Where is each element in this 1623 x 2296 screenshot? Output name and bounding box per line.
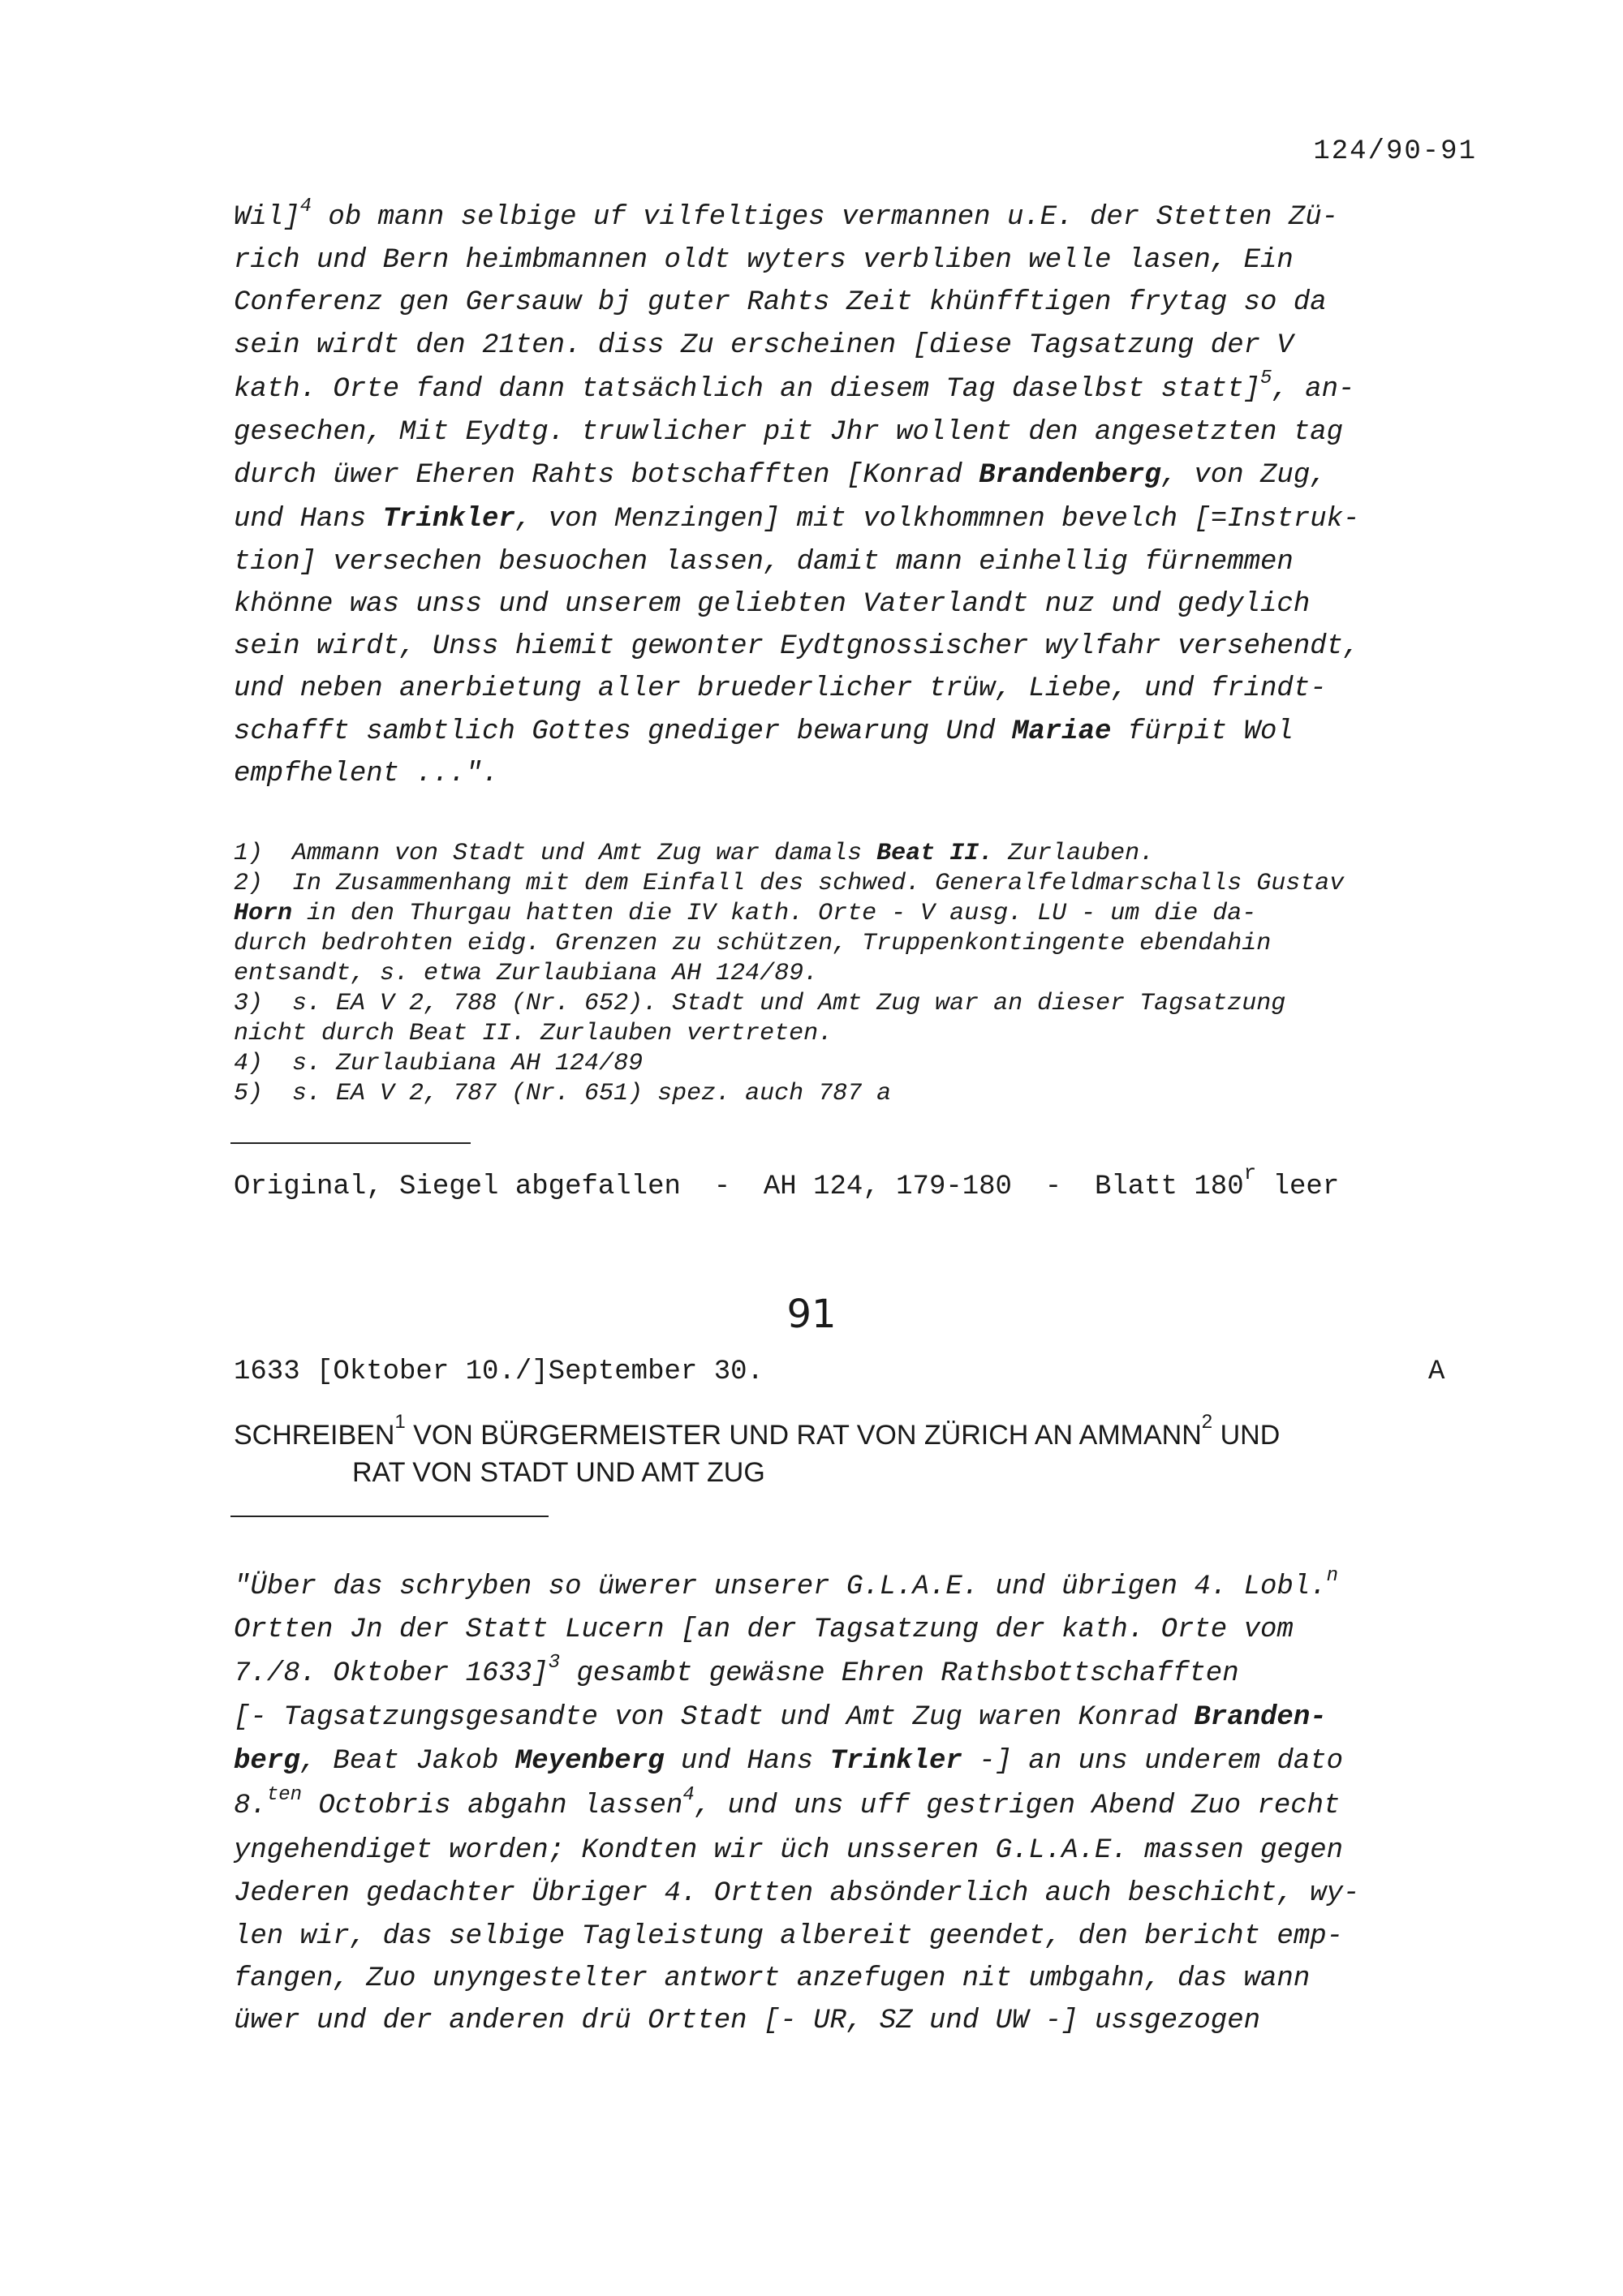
person-name: Trinkler	[829, 1746, 962, 1777]
text-run: , Beat Jakob	[299, 1746, 515, 1777]
footnote-number: 1)	[234, 840, 264, 867]
divider	[230, 1142, 471, 1144]
text-run: und Hans	[234, 504, 383, 535]
text-run: 8.	[234, 1791, 267, 1821]
text-run: ob mann selbige uf vilfeltiges vermannen u.E. der Stetten Zü-	[312, 202, 1339, 233]
footnote-number: 5)	[234, 1080, 264, 1107]
person-name: berg	[234, 1746, 300, 1777]
footnote-2-line: entsandt, s. etwa Zurlaubiana AH 124/89.	[234, 960, 819, 987]
text-line	[234, 1651, 1239, 1690]
text-line: fangen, Zuo unyngestelter antwort anzefugen nit umbgahn, das wann	[234, 1963, 1311, 1994]
text-run: Octobris abgahn lassen	[302, 1791, 683, 1821]
text-run: Original, Siegel abgefallen - AH 124, 179-180 - Blatt 180	[234, 1172, 1244, 1202]
footnote-2-line	[234, 899, 1256, 928]
text-line: rich und Bern heimbmannen oldt wyters verbliben welle lasen, Ein	[234, 245, 1294, 276]
person-name: Meyenberg	[514, 1746, 665, 1777]
text-run: durch üwer Eheren Rahts botschafften [Konrad	[234, 460, 979, 491]
text-line: empfhelent ...".	[234, 759, 499, 789]
footnote-ref: 4	[299, 195, 312, 217]
footnote-number: 4)	[234, 1050, 264, 1077]
text-line	[234, 1745, 1343, 1778]
document-class: A	[1428, 1357, 1445, 1387]
superscript: ten	[266, 1783, 303, 1806]
text-line	[234, 1564, 1339, 1603]
document-number: 91	[786, 1292, 837, 1337]
text-run: [- Tagsatzungsgesandte von Stadt und Amt Zug waren Konrad	[234, 1702, 1195, 1733]
text-run: , und uns uff gestrigen Abend Zuo recht	[694, 1791, 1341, 1821]
text-line	[234, 459, 1327, 492]
text-run: Ammann von Stadt und Amt Zug war damals	[292, 840, 877, 867]
text-line	[234, 716, 1294, 748]
footnote-ref: 4	[682, 1783, 695, 1806]
text-run: VON BÜRGERMEISTER UND RAT VON ZÜRICH AN AMMANN	[405, 1420, 1202, 1451]
footnote-3	[234, 989, 1285, 1018]
divider	[230, 1516, 549, 1517]
footnote-ref: 1	[394, 1410, 406, 1433]
text-line: tion] versechen besuochen lassen, damit mann einhellig fürnemmen	[234, 547, 1294, 578]
text-run: Zurlauben.	[993, 840, 1155, 867]
text-line	[234, 367, 1355, 406]
text-run: UND	[1212, 1420, 1281, 1451]
page-number: 124/90-91	[1313, 136, 1477, 167]
document-title	[234, 1410, 1500, 1491]
text-line: üwer und der anderen drü Ortten [- UR, SZ und UW -] ussgezogen	[234, 2006, 1261, 2036]
footnote-4	[234, 1049, 643, 1078]
text-line	[234, 195, 1339, 234]
title-line: RAT VON STADT UND AMT ZUG	[352, 1457, 765, 1488]
text-run: 7./8. Oktober 1633]	[234, 1658, 549, 1689]
text-run: gesambt gewäsne Ehren Rathsbottschafften	[560, 1658, 1239, 1689]
text-run: s. EA V 2, 788 (Nr. 652). Stadt und Amt Zug war an dieser Tagsatzung	[292, 990, 1286, 1017]
text-line: und neben anerbietung aller bruederlicher trüw, Liebe, und frindt-	[234, 673, 1327, 704]
text-run: in den Thurgau hatten die IV kath. Orte - V ausg. LU - um die da-	[292, 900, 1257, 927]
text-line: Jederen gedachter Übriger 4. Ortten absönderlich auch beschicht, wy-	[234, 1878, 1360, 1909]
text-run: fürpit Wol	[1111, 716, 1294, 747]
source-note	[234, 1160, 1340, 1202]
footnote-ref: 5	[1260, 367, 1272, 389]
person-name: Mariae	[1011, 716, 1112, 747]
text-run: schafft sambtlich Gottes gnediger bewarung Und	[234, 716, 1012, 747]
footnote-3-line: nicht durch Beat II. Zurlauben vertreten.	[234, 1020, 833, 1047]
text-line: len wir, das selbige Tagleistung albereit geendet, den bericht emp-	[234, 1921, 1344, 1952]
text-run: -] an uns underem dato	[962, 1746, 1344, 1777]
text-run: , von Menzingen] mit volkhommnen bevelch [=Instruk-	[514, 504, 1360, 535]
text-line	[234, 503, 1359, 535]
text-run: s. Zurlaubiana AH 124/89	[292, 1050, 644, 1077]
person-name: Branden-	[1194, 1702, 1327, 1733]
footnote-1	[234, 839, 1154, 868]
title-line	[234, 1410, 1500, 1454]
document-date: 1633 [Oktober 10./]September 30.	[234, 1357, 764, 1387]
text-run: , an-	[1272, 374, 1355, 405]
text-run: Wil]	[234, 202, 300, 233]
superscript: r	[1243, 1160, 1257, 1185]
person-name: Beat II.	[876, 840, 994, 867]
person-name: Horn	[234, 900, 293, 927]
text-line: Ortten Jn der Statt Lucern [an der Tagsatzung der kath. Orte vom	[234, 1615, 1294, 1645]
person-name: Trinkler	[382, 504, 515, 535]
footnote-number: 3)	[234, 990, 264, 1017]
text-line: khönne was unss und unserem geliebten Vaterlandt nuz und gedylich	[234, 589, 1311, 620]
footnote-ref: 3	[548, 1651, 561, 1674]
text-line: sein wirdt, Unss hiemit gewonter Eydtgnossischer wylfahr versehendt,	[234, 631, 1360, 662]
footnote-2-line: durch bedrohten eidg. Grenzen zu schützen, Truppenkontingente ebendahin	[234, 930, 1272, 957]
text-line	[234, 1783, 1341, 1822]
footnote-5	[234, 1079, 891, 1108]
text-run: und Hans	[664, 1746, 830, 1777]
text-line: gesechen, Mit Eydtg. truwlicher pit Jhr wollent den angesetzten tag	[234, 417, 1344, 448]
footnote-number: 2)	[234, 870, 264, 897]
text-line: yngehendiget worden; Kondten wir üch unsseren G.L.A.E. massen gegen	[234, 1835, 1344, 1866]
text-line: sein wirdt den 21ten. diss Zu erscheinen [diese Tagsatzung der V	[234, 330, 1294, 361]
footnote-ref: 2	[1201, 1410, 1213, 1433]
text-run: s. EA V 2, 787 (Nr. 651) spez. auch 787 a	[292, 1080, 892, 1107]
footnote-2	[234, 869, 1344, 898]
text-run: "Über das schryben so üwerer unserer G.L.A.E. und übrigen 4. Lobl.	[234, 1572, 1327, 1602]
superscript: n	[1326, 1564, 1339, 1587]
text-run: In Zusammenhang mit dem Einfall des schwed. Generalfeldmarschalls Gustav	[292, 870, 1345, 897]
text-run: SCHREIBEN	[234, 1420, 395, 1451]
text-run: leer	[1256, 1172, 1340, 1202]
person-name: Brandenberg	[979, 460, 1161, 491]
text-line	[234, 1701, 1327, 1734]
text-run: kath. Orte fand dann tatsächlich an diesem Tag daselbst statt]	[234, 374, 1261, 405]
text-line: Conferenz gen Gersauw bj guter Rahts Zeit khünfftigen frytag so da	[234, 287, 1327, 318]
text-run: , von Zug,	[1160, 460, 1327, 491]
